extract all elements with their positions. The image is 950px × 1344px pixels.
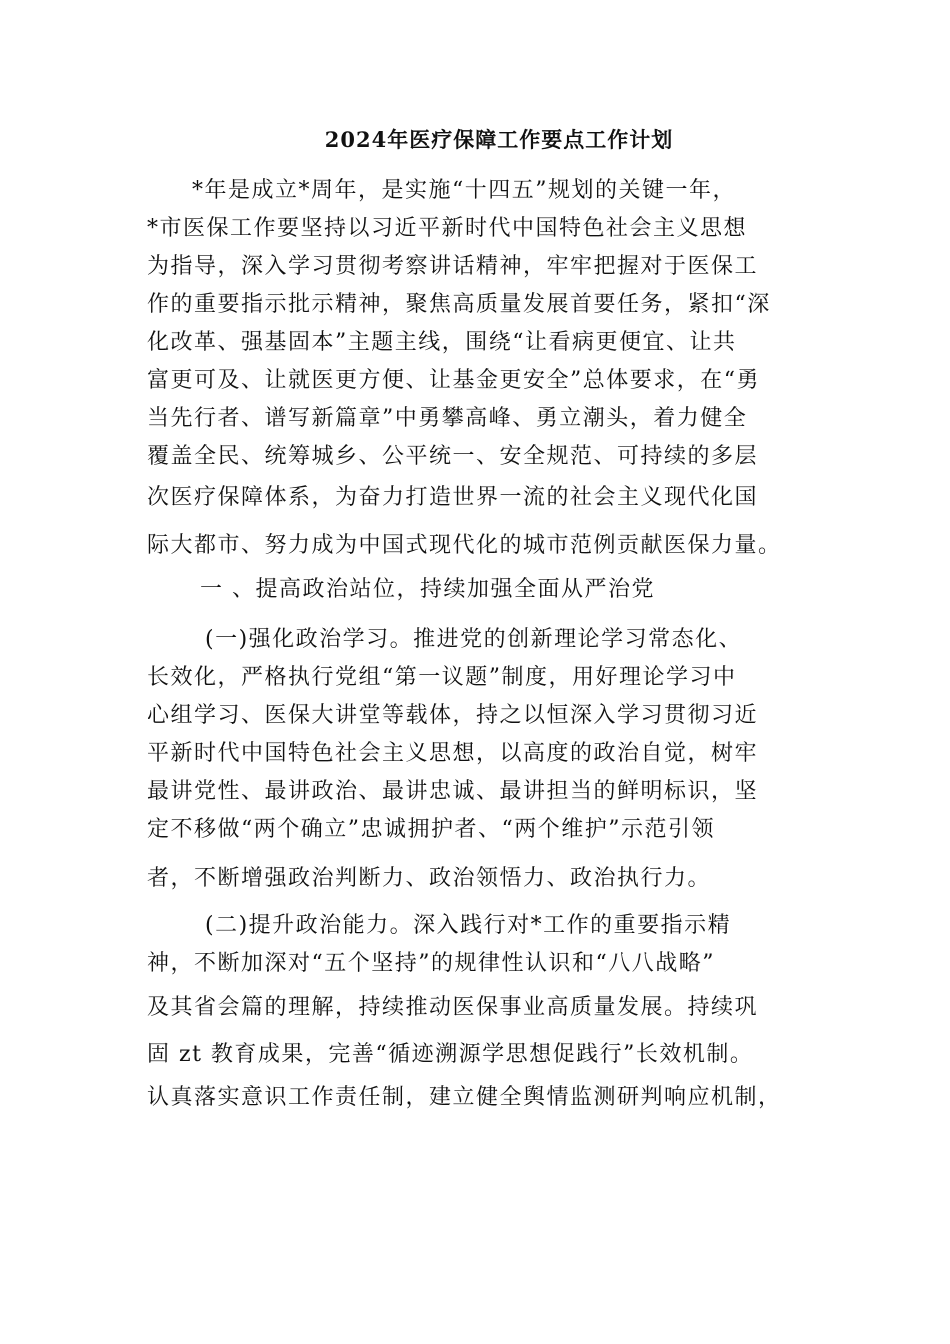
paragraph-line: *市医保工作要坚持以习近平新时代中国特色社会主义思想: [147, 216, 748, 241]
paragraph-line: 富更可及、让就医更方便、让基金更安全”总体要求，在“勇: [147, 368, 760, 393]
paragraph-line: 最讲党性、最讲政治、最讲忠诚、最讲担当的鲜明标识，坚: [147, 779, 759, 804]
paragraph-line: 为指导，深入学习贯彻考察讲话精神，牢牢把握对于医保工: [147, 254, 759, 279]
paragraph-line: 认真落实意识工作责任制，建立健全舆情监测研判响应机制，: [147, 1085, 782, 1110]
paragraph-line: 及其省会篇的理解，持续推动医保事业高质量发展。持续巩: [147, 995, 759, 1020]
paragraph-line: 者，不断增强政治判断力、政治领悟力、政治执行力。: [147, 866, 712, 891]
paragraph-line: 固 zt 教育成果，完善“循迹溯源学思想促践行”长效机制。: [147, 1042, 754, 1067]
paragraph-line: 化改革、强基固本”主题主线，围绕“让看病更便宜、让共: [147, 330, 737, 355]
paragraph-line: 当先行者、谱写新篇章”中勇攀高峰、勇立潮头，着力健全: [147, 406, 748, 431]
paragraph-line: 覆盖全民、统筹城乡、公平统一、安全规范、可持续的多层: [147, 444, 759, 469]
paragraph-line: 心组学习、医保大讲堂等载体，持之以恒深入学习贯彻习近: [147, 703, 759, 728]
paragraph-line: 际大都市、努力成为中国式现代化的城市范例贡献医保力量。: [147, 533, 782, 558]
paragraph-line: 定不移做“两个确立”忠诚拥护者、“两个维护”示范引领: [147, 817, 715, 842]
paragraph-line: (二)提升政治能力。深入践行对*工作的重要指示精: [205, 913, 732, 938]
document-title: 2024年医疗保障工作要点工作计划: [324, 127, 674, 152]
section-heading: 一 、提高政治站位，持续加强全面从严治党: [200, 577, 655, 602]
paragraph-line: 次医疗保障体系，为奋力打造世界一流的社会主义现代化国: [147, 485, 759, 510]
paragraph-line: (一)强化政治学习。推进党的创新理论学习常态化、: [205, 627, 743, 652]
paragraph-line: 长效化，严格执行党组“第一议题”制度，用好理论学习中: [147, 665, 737, 690]
paragraph-line: 作的重要指示批示精神，聚焦高质量发展首要任务，紧扣“深: [147, 292, 771, 317]
paragraph-line: 神，不断加深对“五个坚持”的规律性认识和“八八战略”: [147, 951, 715, 976]
paragraph-line: *年是成立*周年，是实施“十四五”规划的关键一年，: [192, 178, 736, 203]
paragraph-line: 平新时代中国特色社会主义思想，以高度的政治自觉，树牢: [147, 741, 759, 766]
